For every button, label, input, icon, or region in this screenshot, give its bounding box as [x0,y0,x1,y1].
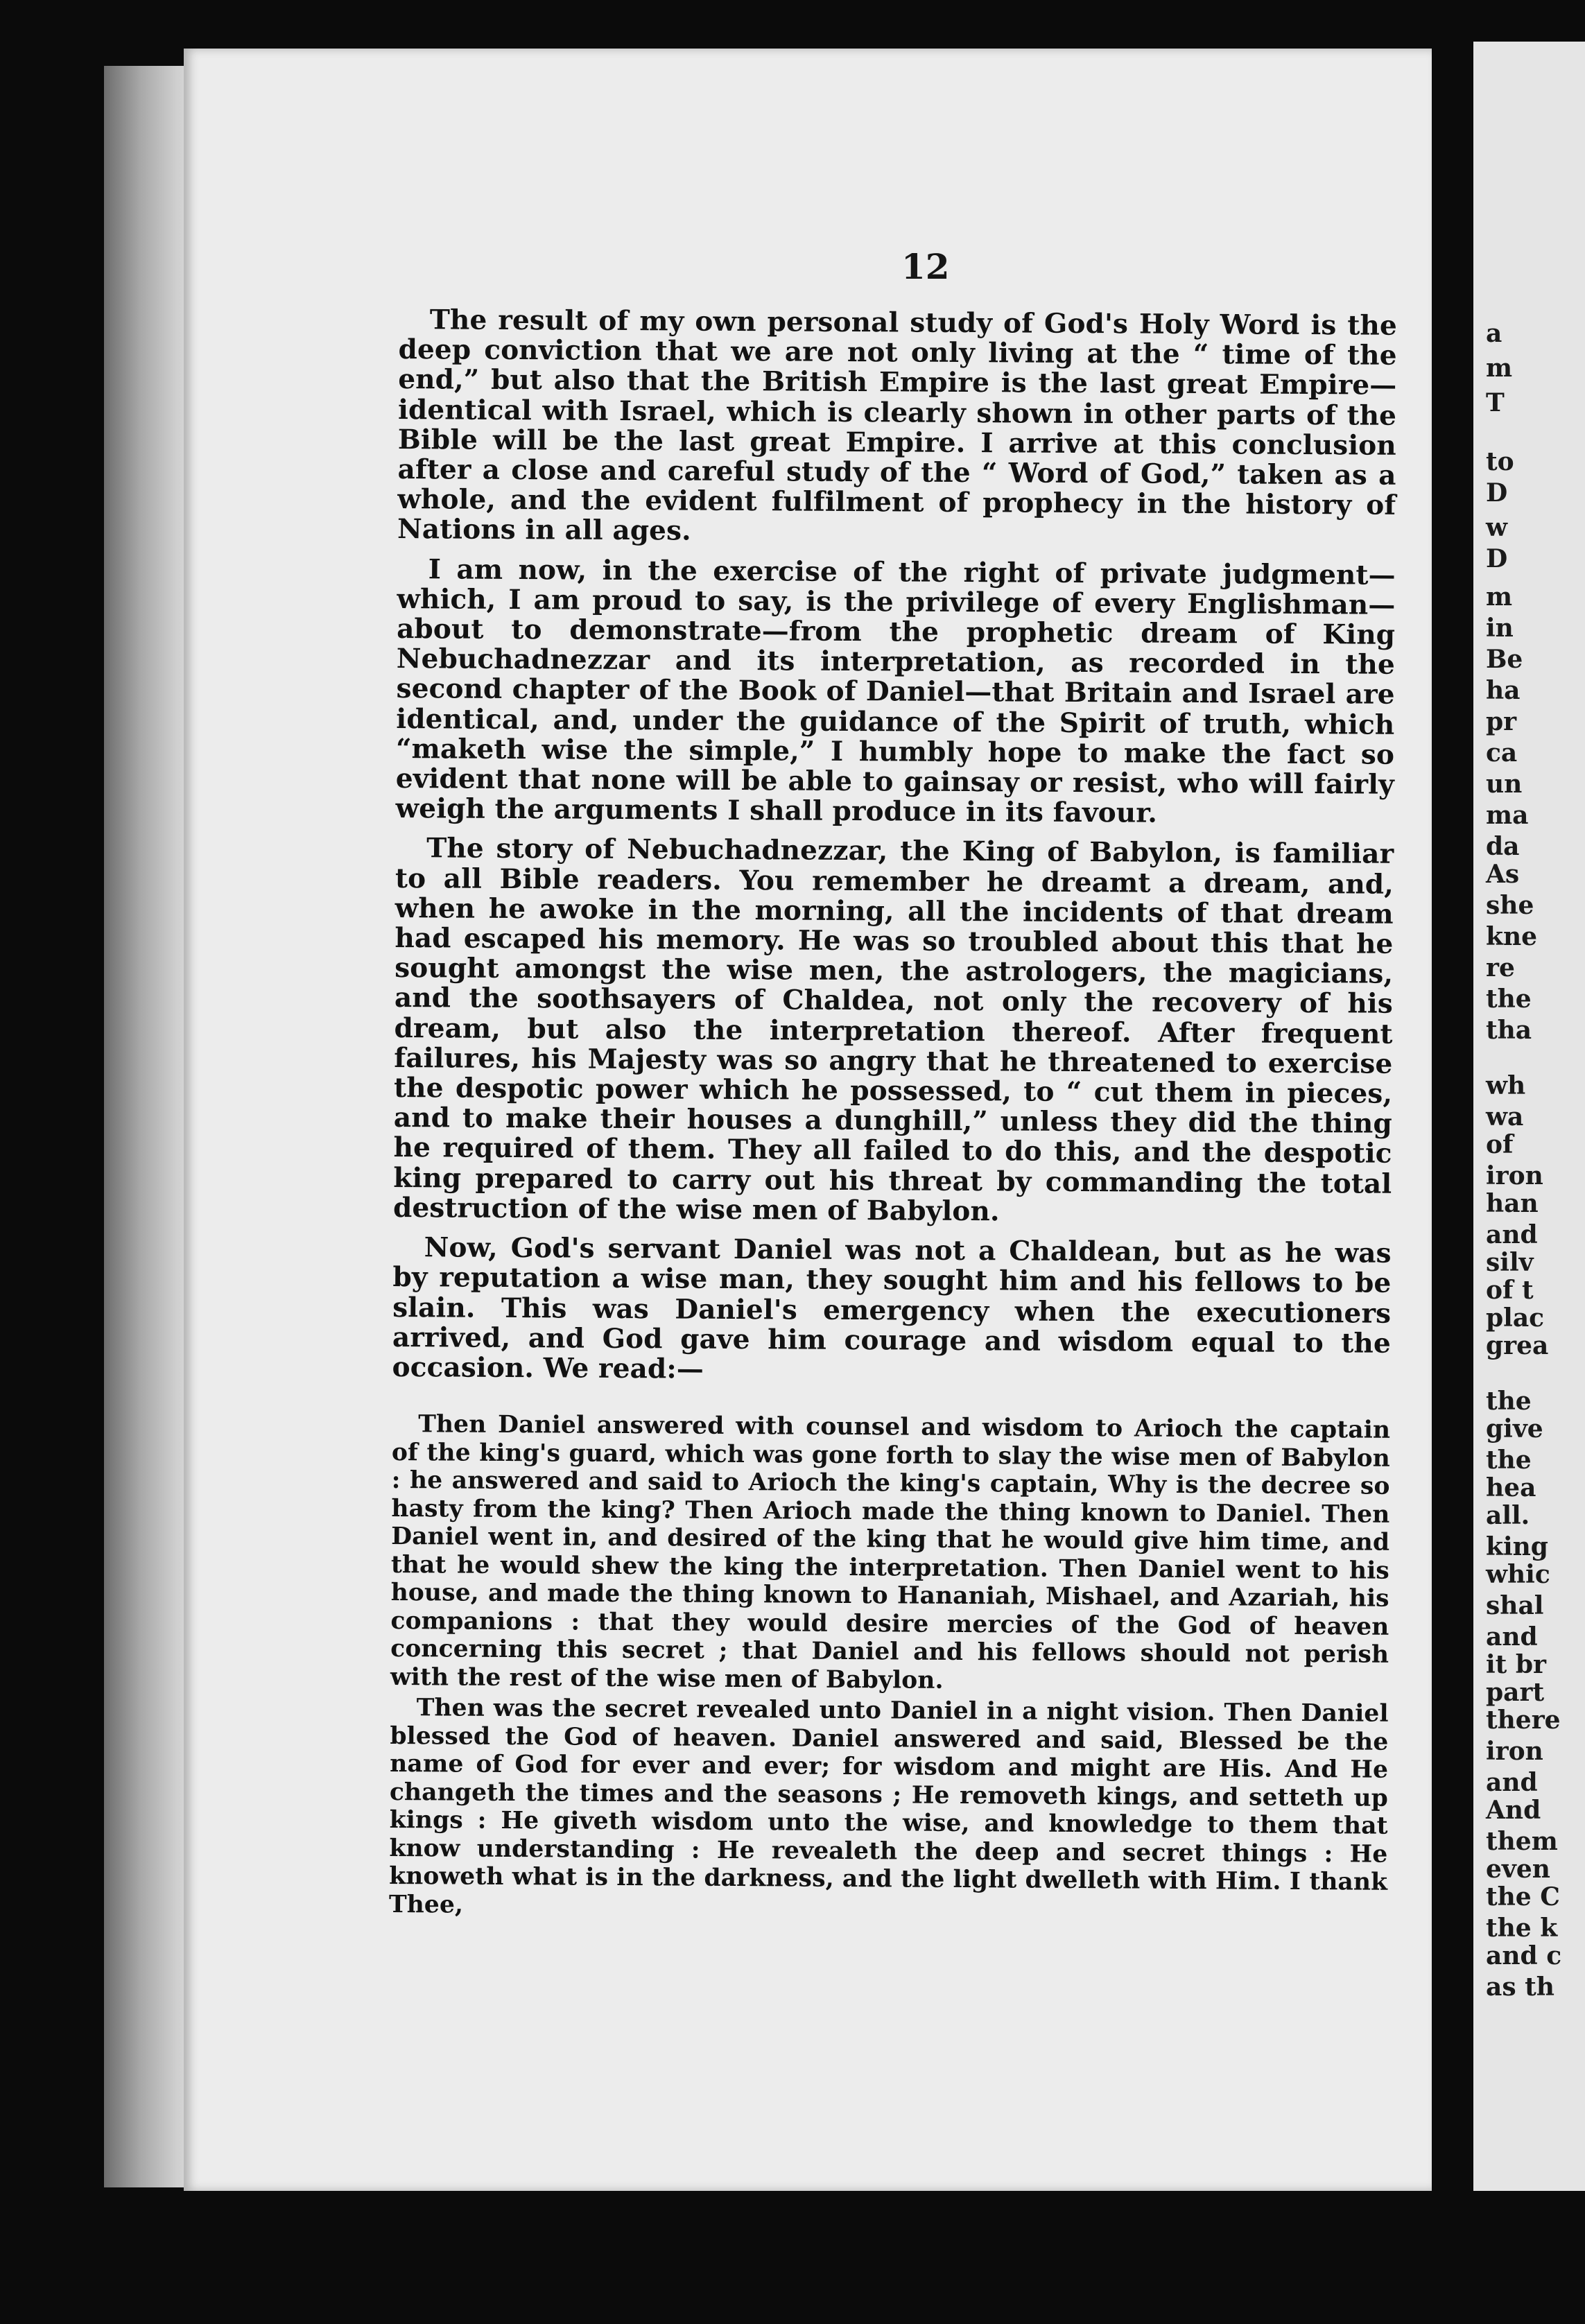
right-page-fragment: even [1486,1855,1550,1884]
right-page-fragment: and c [1486,1941,1562,1970]
right-page-fragment: the [1486,1446,1532,1475]
right-page-fragment: give [1486,1414,1543,1443]
right-page-fragment: she [1486,891,1534,920]
page-number: 12 [901,246,950,287]
right-page-fragment: them [1486,1827,1558,1856]
right-page-fragment: king [1486,1532,1548,1561]
right-page-fragment: plac [1486,1303,1545,1333]
right-page-fragment: wh [1486,1071,1526,1100]
right-page-fragment: As [1486,860,1520,889]
scripture-quotation: Then Daniel answered with counsel and wisdom to Arioch the captain of the king's guard, which was gone forth to slay the wise men of Babylon : he answered and said to Arioch the king's captain, Why is the decree so hasty from the king? Then Arioch made the thing known to Daniel. Then Daniel went in, and desired of the king that he would give him time, and that he would shew the king the interpretation. Then Daniel went to his house, and made the thing known to Hananiah, Mishael, and Azariah, his companions : that they would desire mercies of the God of heaven concerning this secret ; that Daniel and his fellows should not perish with the rest of the wise men of Babylon. [390,1410,1391,1694]
right-page-fragment: as th [1486,1972,1554,2002]
right-page-fragment: the [1486,985,1532,1014]
right-page-fragment: Be [1486,645,1523,674]
right-page-fragment: un [1486,770,1523,799]
right-page-fragment: grea [1486,1331,1549,1360]
right-page-fragment: T [1486,388,1505,417]
right-page-fragment: han [1486,1189,1539,1218]
right-page-fragment: ca [1486,738,1518,768]
right-page-fragment: in [1486,614,1514,643]
right-page-fragment: iron [1486,1161,1543,1190]
right-page-fragment: ma [1486,801,1529,830]
right-page-fragment: da [1486,832,1520,861]
right-page-fragment: iron [1486,1737,1543,1766]
right-page-fragment: hea [1486,1473,1536,1502]
right-page-fragment: m [1486,354,1513,383]
paragraph: I am now, in the exercise of the right of private judgment—which, I am proud to say, is the privilege of every Englishman—about to demonstrate—from the prophetic dream of King Nebuchadnezzar and its interpretation, as recorded in the second chapter of the Book of Daniel—that Britain and Israel are identical, and, under the guidance of the Spirit of truth, which “maketh wise the simple,” I humbly hope to make the fact so evident that none will be able to gainsay or resist, who will fairly weigh the arguments I shall produce in its favour. [395,553,1396,829]
right-page-fragment: kne [1486,922,1538,951]
right-page-fragment: the C [1486,1882,1560,1911]
right-page-fragment: and [1486,1622,1538,1651]
right-page-fragment: part [1486,1678,1545,1707]
right-page-fragment: re [1486,953,1515,982]
scripture-quotation: Then was the secret revealed unto Daniel in a night vision. Then Daniel blessed the God of heaven. Daniel answered and said, Blessed be the name of God for ever and ever; for wisdom and might are His. And He changeth the times and the seasons ; He removeth kings, and setteth up kings : He giveth wisdom unto the wise, and knowledge to them that know understanding : He revealeth the deep and secret things : He knoweth what is in the darkness, and the light dwelleth with Him. I thank Thee, [388,1694,1389,1919]
body-text [389,305,1397,1925]
next-page-edge [1473,42,1585,2191]
paragraph: Now, God's servant Daniel was not a Chaldean, but as he was by reputation a wise man, they sought him and his fellows to be slain. This was Daniel's emergency when the executioners arrived, and God gave him courage and wisdom equal to the occasion. We read:— [392,1231,1392,1385]
right-page-fragment: wa [1486,1102,1524,1131]
right-page-fragment: whic [1486,1560,1550,1589]
right-page-fragment: And [1486,1796,1541,1825]
right-page-fragment: pr [1486,707,1517,736]
right-page-fragment: w [1486,513,1507,542]
right-page-fragment: ha [1486,676,1521,705]
paragraph: The story of Nebuchadnezzar, the King of Babylon, is familiar to all Bible readers. You remember he dreamt a dream, and, when he awoke in the morning, all the incidents of that dream had escaped his memory. He was so troubled about this that he sought amongst the wise men, the astrologers, the magicians, and the soothsayers of Chaldea, not only the recovery of his dream, but also the interpretation thereof. After frequent failures, his Majesty was so angry that he threatened to exercise the despotic power which he possessed, to “ cut them in pieces, and to make their houses a dunghill,” unless they did the thing he required of them. They all failed to do this, and the despotic king prepared to carry out his threat by commanding the total destruction of the wise men of Babylon. [392,832,1394,1228]
right-page-fragment: and [1486,1768,1538,1797]
right-page-fragment: of [1486,1130,1514,1159]
paragraph: The result of my own personal study of God's Holy Word is the deep conviction that we are not only living at the “ time of the end,” but also that the British Empire is the last great Empire—identical with Israel, which is clearly shown in other parts of the Bible will be the last great Empire. I arrive at this conclusion after a close and careful study of the “ Word of God,” taken as a whole, and the evident fulfilment of prophecy in the history of Nations in all ages. [397,304,1397,548]
right-page-fragment: all. [1486,1501,1530,1530]
right-page-fragment: the [1486,1387,1532,1416]
right-page-fragment: to [1486,447,1514,476]
right-page-fragment: and [1486,1220,1538,1249]
right-page-fragment: the k [1486,1914,1558,1943]
right-page-fragment: shal [1486,1591,1544,1620]
right-page-fragment: D [1486,544,1508,573]
right-page-fragment: silv [1486,1248,1534,1277]
right-page-fragment: a [1486,319,1502,348]
right-page-fragment: it br [1486,1650,1546,1679]
right-page-fragment: there [1486,1706,1561,1735]
right-page-fragment: D [1486,478,1508,508]
right-page-fragment: of t [1486,1276,1534,1305]
right-page-fragment: m [1486,582,1513,612]
right-page-fragment: tha [1486,1016,1532,1045]
